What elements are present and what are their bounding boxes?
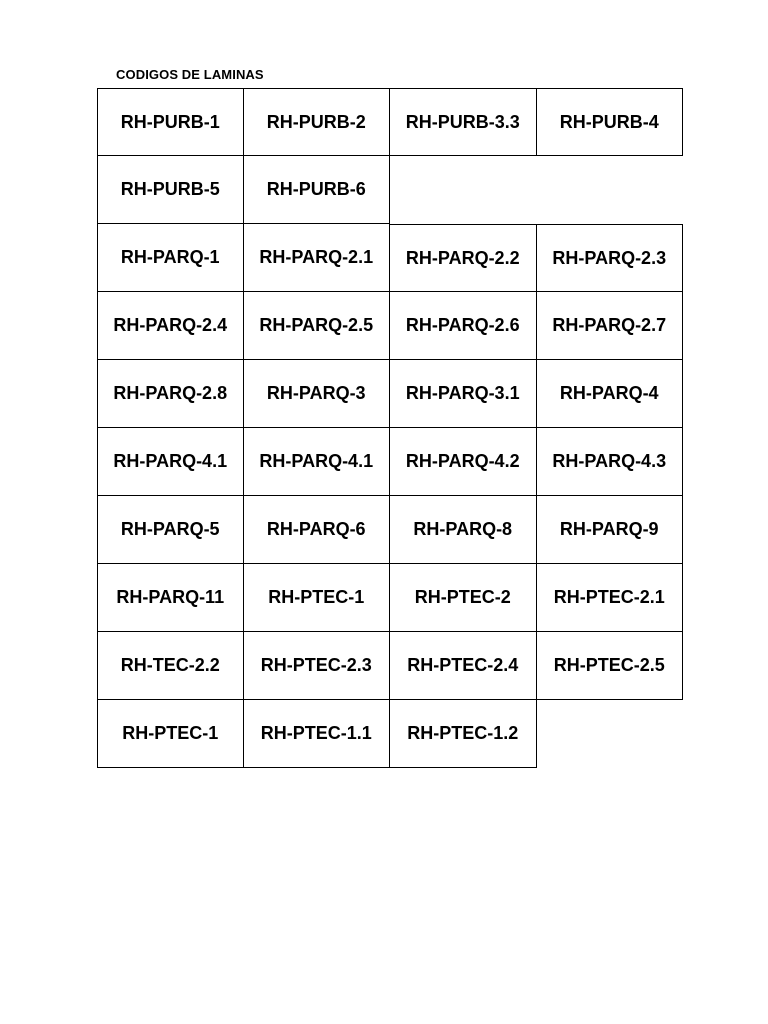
code-cell: RH-PTEC-2.3 xyxy=(244,632,391,700)
code-cell: RH-PURB-5 xyxy=(97,156,244,224)
table-row xyxy=(97,224,683,292)
code-cell: RH-PTEC-1 xyxy=(244,564,391,632)
code-cell: RH-PTEC-2 xyxy=(390,564,537,632)
table-row xyxy=(97,156,683,224)
code-cell: RH-PTEC-1 xyxy=(97,700,244,768)
code-cell: RH-PARQ-4.1 xyxy=(97,428,244,496)
code-cell: RH-PARQ-3.1 xyxy=(390,360,537,428)
code-cell: RH-PTEC-2.4 xyxy=(390,632,537,700)
code-cell: RH-PTEC-1.2 xyxy=(390,700,537,768)
code-cell: RH-PARQ-9 xyxy=(537,496,684,564)
code-cell: RH-TEC-2.2 xyxy=(97,632,244,700)
empty-cell xyxy=(390,156,537,224)
code-cell: RH-PARQ-2.4 xyxy=(97,292,244,360)
table-row xyxy=(97,632,683,700)
code-cell: RH-PARQ-4.2 xyxy=(390,428,537,496)
code-cell: RH-PARQ-1 xyxy=(97,224,244,292)
code-cell: RH-PARQ-3 xyxy=(244,360,391,428)
code-cell: RH-PARQ-4.1 xyxy=(244,428,391,496)
code-cell: RH-PURB-3.3 xyxy=(390,88,537,156)
table-row xyxy=(97,496,683,564)
document-title: CODIGOS DE LAMINAS xyxy=(116,67,264,82)
code-cell: RH-PARQ-8 xyxy=(390,496,537,564)
code-cell: RH-PARQ-2.6 xyxy=(390,292,537,360)
code-cell: RH-PURB-1 xyxy=(97,88,244,156)
table-row xyxy=(97,88,683,156)
table-row xyxy=(97,360,683,428)
empty-cell xyxy=(537,156,684,224)
code-cell: RH-PARQ-2.1 xyxy=(244,224,391,292)
table-row xyxy=(97,564,683,632)
empty-cell xyxy=(537,700,684,768)
table-row xyxy=(97,292,683,360)
code-cell: RH-PARQ-2.5 xyxy=(244,292,391,360)
code-cell: RH-PARQ-2.8 xyxy=(97,360,244,428)
code-cell: RH-PARQ-4 xyxy=(537,360,684,428)
code-cell: RH-PURB-4 xyxy=(537,88,684,156)
code-cell: RH-PARQ-4.3 xyxy=(537,428,684,496)
code-cell: RH-PARQ-11 xyxy=(97,564,244,632)
code-cell: RH-PARQ-2.2 xyxy=(390,224,537,292)
table-row xyxy=(97,428,683,496)
code-cell: RH-PURB-6 xyxy=(244,156,391,224)
code-cell: RH-PARQ-2.3 xyxy=(537,224,684,292)
code-cell: RH-PARQ-6 xyxy=(244,496,391,564)
code-cell: RH-PTEC-2.5 xyxy=(537,632,684,700)
code-cell: RH-PTEC-1.1 xyxy=(244,700,391,768)
codes-table xyxy=(97,88,683,768)
code-cell: RH-PARQ-5 xyxy=(97,496,244,564)
code-cell: RH-PTEC-2.1 xyxy=(537,564,684,632)
code-cell: RH-PARQ-2.7 xyxy=(537,292,684,360)
table-row xyxy=(97,700,683,768)
code-cell: RH-PURB-2 xyxy=(244,88,391,156)
